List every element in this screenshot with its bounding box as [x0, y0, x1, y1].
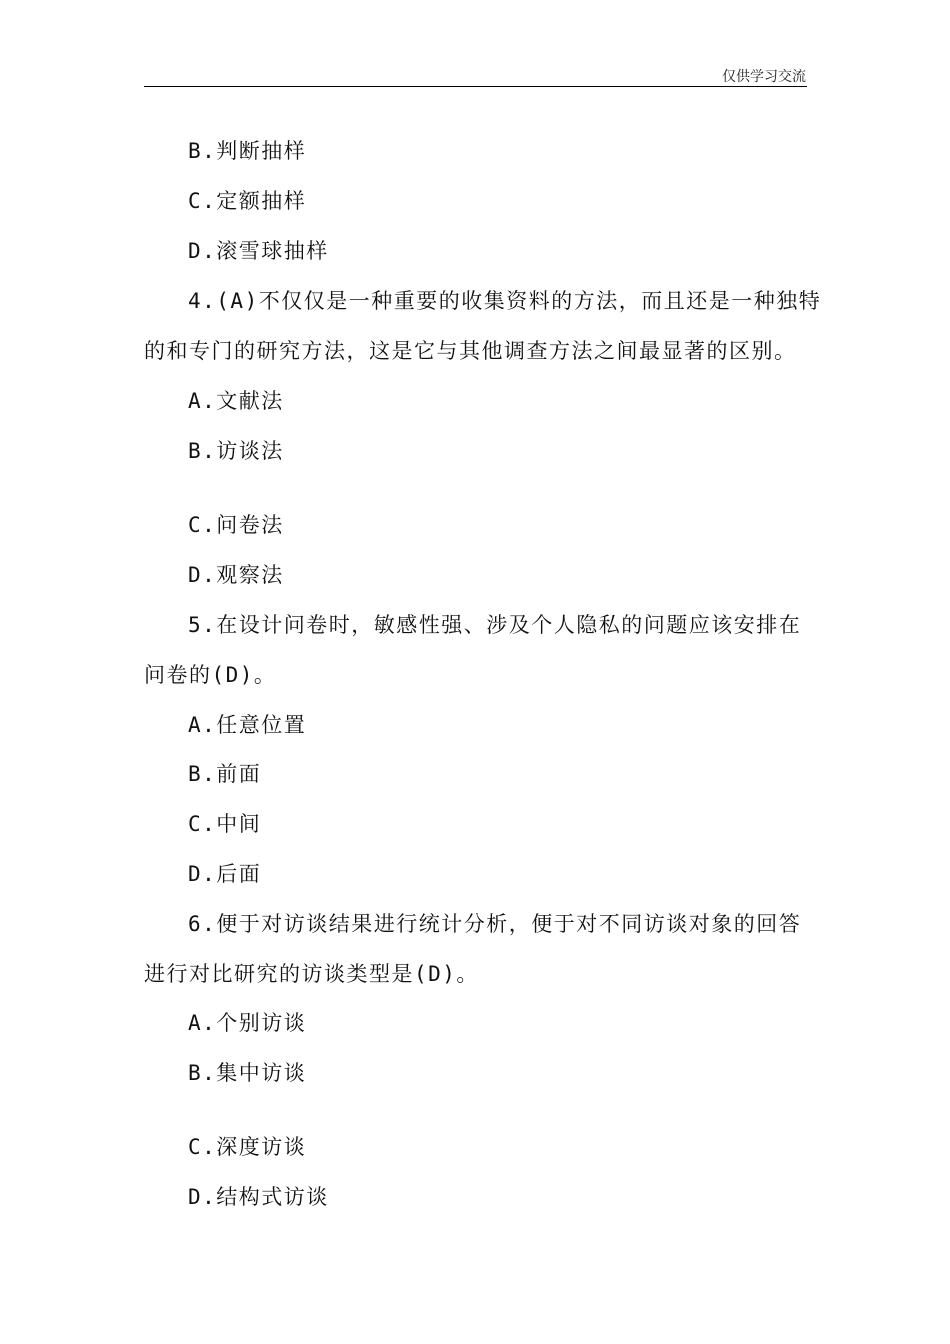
q4-stem-line2: 的和专门的研究方法，这是它与其他调查方法之间最显著的区别。	[144, 339, 797, 363]
q5-stem-line1: 5.在设计问卷时，敏感性强、涉及个人隐私的问题应该安排在	[188, 613, 802, 637]
q5-option-b: B.前面	[188, 762, 262, 786]
q6-option-b: B.集中访谈	[188, 1061, 307, 1085]
q4-option-b: B.访谈法	[188, 439, 284, 463]
header-text: 仅供学习交流	[722, 69, 806, 85]
q6-stem-line1: 6.便于对访谈结果进行统计分析，便于对不同访谈对象的回答	[188, 912, 802, 936]
header-rule	[144, 86, 807, 87]
q6-option-c: C.深度访谈	[188, 1135, 307, 1159]
q5-stem-line2: 问卷的(D)。	[144, 663, 277, 687]
q3-option-b: B.判断抽样	[188, 139, 307, 163]
q6-option-a: A.个别访谈	[188, 1011, 307, 1035]
q3-option-d: D.滚雪球抽样	[188, 239, 329, 263]
q4-option-c: C.问卷法	[188, 513, 284, 537]
q4-stem-line1: 4.(A)不仅仅是一种重要的收集资料的方法，而且还是一种独特	[188, 289, 822, 313]
q6-option-d: D.结构式访谈	[188, 1185, 329, 1209]
q5-option-a: A.任意位置	[188, 713, 307, 737]
q6-stem-line2: 进行对比研究的访谈类型是(D)。	[144, 962, 479, 986]
q5-option-d: D.后面	[188, 862, 262, 886]
q4-option-a: A.文献法	[188, 389, 284, 413]
q4-option-d: D.观察法	[188, 563, 284, 587]
q5-option-c: C.中间	[188, 812, 262, 836]
q3-option-c: C.定额抽样	[188, 189, 307, 213]
